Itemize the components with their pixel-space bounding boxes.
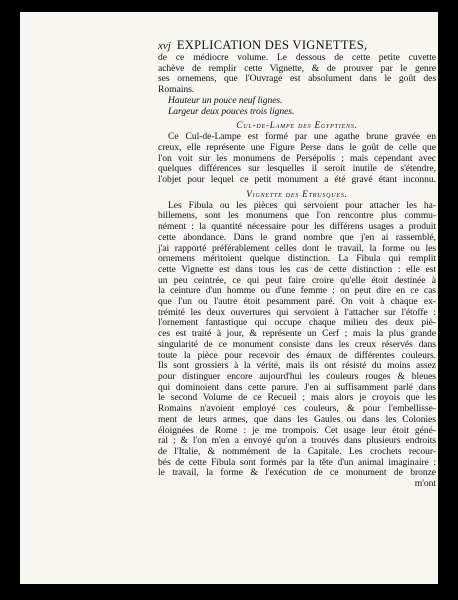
text-line: pour distinguer encore aujourd'hui les couleurs rouges & bleues — [158, 370, 436, 382]
text-line: éloignées de Rome : je me trompois. Cet usage leur étoit géné- — [158, 424, 436, 436]
text-line: l'objet pour lequel ce petit monument a été gravé étant inconnu. — [158, 174, 436, 186]
text-line: singularité de ce monument consiste dans les creux réservés dans — [158, 338, 436, 350]
text-line: Ce Cul-de-Lampe est formé par une agathe brune gravée en — [168, 131, 436, 143]
text-line: quelques différences sur lesquelles il seroit inutile de s'étendre, — [158, 163, 436, 175]
text-line: un peu ceintrée, ce qui peut faire croire qu'elle étoit destinée à — [158, 274, 436, 286]
catchword: m'ont — [414, 478, 436, 490]
text-line: le second Volume de ce Recueil ; mais alors je croyois que les — [158, 392, 436, 404]
text-line: ment de leurs armes, que dans les Gaules ou dans les Colonies — [158, 413, 436, 425]
text-line: creux, elle représente une Figure Perse dans le goût de celle que — [158, 141, 436, 153]
text-line: ornemens méritoient quelque distinction. La Fibula qui remplit — [158, 253, 436, 265]
text-line: ral ; & l'on m'en a envoyé qu'on a trouvés dans plusieurs endroits — [158, 435, 436, 447]
etruscan-paragraph — [158, 201, 436, 479]
text-line: j'ai rapporté préférablement celles dont le travail, la forme ou les — [158, 242, 436, 254]
text-line: billemens, sont les monumens que l'on rencontre plus commu- — [158, 210, 436, 222]
text-column — [158, 38, 436, 490]
text-line: trémité les deux ouvertures qui servoient à l'attacher sur l'étoffe : — [158, 306, 436, 318]
text-line: l'on voit sur les monumens de Persépolis ; mais cependant avec — [158, 152, 436, 164]
text-line: toute la pièce pour recevoir des émaux de différentes couleurs. — [158, 349, 436, 361]
text-line: achève de remplir cette Vignette, & de prouver par le genre — [158, 62, 436, 74]
text-line: ses ornemens, que l'Ouvrage est absolument dans le goût des — [158, 73, 436, 85]
text-line: de ce médiocre volume. Le dessous de cette petite cuvette — [158, 52, 436, 63]
page-number: xvj — [158, 40, 171, 52]
section-heading-egyptiens: Cul-de-Lampe des Egyptiens. — [236, 120, 358, 131]
text-line: Romains. — [158, 84, 195, 96]
text-line: cette Vignette est dans tous les cas de cette distinction : elle est — [158, 263, 436, 275]
text-line: bés de cette Fibula sont formés par la tête d'un animal imaginaire : — [158, 456, 436, 468]
text-line: l'ornement fantastique qui occupe chaque milieu des deux piè- — [158, 317, 436, 329]
dimensions — [158, 96, 436, 117]
text-line: ces est traité à jour, & représente un Cerf ; mais la plus grande — [158, 328, 436, 340]
width-dimension: Largeur deux pouces trois lignes. — [168, 105, 295, 117]
text-line: le travail, la forme & l'exécution de ce monument de bronze — [158, 467, 436, 479]
height-dimension: Hauteur un pouce neuf lignes. — [168, 94, 283, 106]
document-page — [20, 12, 438, 584]
text-line: de l'Italie, & nommément de la Capitale. Les crochets recour- — [158, 445, 436, 457]
egyptian-paragraph — [158, 132, 436, 186]
text-line: que l'un ou l'autre étoit pesamment paré. On voit à chaque ex- — [158, 296, 436, 308]
text-line: Romains n'avoient employé ces couleurs, & pour l'embellisse- — [158, 403, 436, 415]
text-line: Ils sont grossiers à la vérité, mais ils ont résisté du moins assez — [158, 360, 436, 372]
text-line: nément : la quantité nécessaire pour les différens usages a produit — [158, 221, 436, 233]
text-line: la ceinture d'un homme ou d'une femme : on peut dire en ce cas — [158, 285, 436, 297]
section-heading-etrusques: Vignette des Etrusques. — [246, 188, 348, 199]
text-line: qui dominoient dans cette parure. J'en ai suffisamment parlé dans — [158, 381, 436, 393]
running-head: EXPLICATION DES VIGNETTES, — [176, 38, 368, 52]
intro-paragraph — [158, 53, 436, 96]
text-line: Les Fibula ou les pièces qui servoient pour attacher les ha- — [168, 199, 436, 211]
page-header — [158, 38, 436, 53]
text-line: cette abondance. Dans le grand nombre que j'en ai rassemblé, — [158, 231, 436, 243]
